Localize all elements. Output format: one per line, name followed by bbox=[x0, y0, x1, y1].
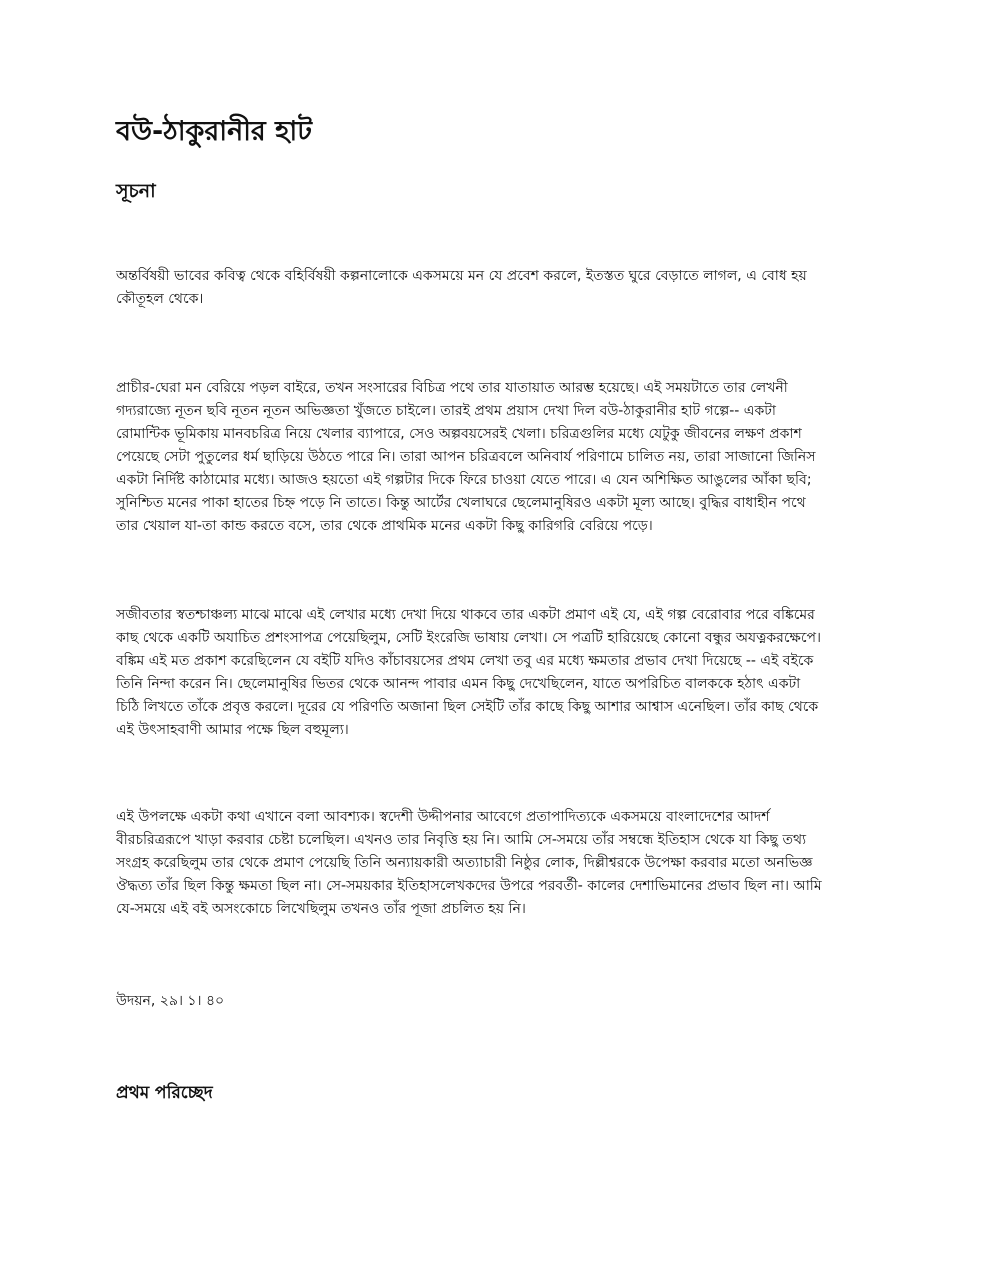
paragraph-line: সজীবতার স্বতশ্চাঞ্চল্য মাঝে মাঝে এই লেখার মধ্যে দেখা দিয়ে থাকবে তার একটা প্রমাণ এই যে, এই গল্প বেরোবার পরে বঙ্কিমের bbox=[116, 607, 815, 623]
paragraph-line: গদ্যরাজ্যে নূতন ছবি নূতন নূতন অভিজ্ঞতা খুঁজতে চাইলে। তারই প্রথম প্রয়াস দেখা দিল বউ-ঠাকুরানীর হাট গল্পে-- একটা bbox=[116, 403, 776, 419]
paragraph-line: চিঠি লিখতে তাঁকে প্রবৃত্ত করলে। দূরের যে পরিণতি অজানা ছিল সেইটি তাঁর কাছে কিছু আশার আশ্বাস এনেছিল। তাঁর কাছ থেকে bbox=[116, 699, 819, 715]
paragraph-line: তার খেয়াল যা-তা কান্ড করতে বসে, তার থেকে প্রাথমিক মনের একটা কিছু কারিগরি বেরিয়ে পড়ে। bbox=[116, 518, 653, 534]
paragraph-line: তিনি নিন্দা করেন নি। ছেলেমানুষির ভিতর থেকে আনন্দ পাবার এমন কিছু দেখেছিলেন, যাতে অপরিচিত বালককে হঠাৎ একটা bbox=[116, 676, 801, 692]
paragraph-line: সংগ্রহ করেছিলুম তার থেকে প্রমাণ পেয়েছি তিনি অন্যায়কারী অত্যাচারী নিষ্ঠুর লোক, দিল্লীশ্বরকে উপেক্ষা করবার মতো অনভিজ্ঞ bbox=[116, 855, 813, 871]
paragraph-line: রোমান্টিক ভূমিকায় মানবচরিত্র নিয়ে খেলার ব্যাপারে, সেও অল্পবয়সেরই খেলা। চরিত্রগুলির মধ্যে যেটুকু জীবনের লক্ষণ প্রকাশ bbox=[116, 426, 802, 442]
paragraph-4 bbox=[116, 806, 876, 921]
paragraph-3 bbox=[116, 604, 876, 742]
paragraph-line: উদয়ন, ২৯। ১। ৪০ bbox=[116, 993, 225, 1009]
paragraph-line: সুনিশ্চিত মনের পাকা হাতের চিহ্ন পড়ে নি তাতে। কিন্তু আর্টের খেলাঘরে ছেলেমানুষিরও একটা মূল্য আছে। বুদ্ধির বাধাহীন পথে bbox=[116, 495, 806, 511]
paragraph-line: যে-সময়ে এই বই অসংকোচে লিখেছিলুম তখনও তাঁর পূজা প্রচলিত হয় নি। bbox=[116, 901, 526, 917]
paragraph-line: প্রাচীর-ঘেরা মন বেরিয়ে পড়ল বাইরে, তখন সংসারের বিচিত্র পথে তার যাতায়াত আরম্ভ হয়েছে। এই সময়টাতে তার লেখনী bbox=[116, 380, 788, 396]
paragraph-2 bbox=[116, 377, 876, 538]
paragraph-1 bbox=[116, 265, 876, 311]
paragraph-line: কৌতূহল থেকে। bbox=[116, 291, 204, 307]
paragraph-line: একটা নির্দিষ্ট কাঠামোর মধ্যে। আজও হয়তো এই গল্পটার দিকে ফিরে চাওয়া যেতে পারে। এ যেন অশিক্ষিত আঙুলের আঁকা ছবি; bbox=[116, 472, 812, 488]
chapter-heading: প্রথম পরিচ্ছেদ bbox=[116, 1083, 213, 1103]
signature-date bbox=[116, 990, 876, 1013]
paragraph-line: ঔদ্ধত্য তাঁর ছিল কিন্তু ক্ষমতা ছিল না। সে-সময়কার ইতিহাসলেখকদের উপরে পরবর্তী- কালের দেশাভিমানের প্রভাব ছিল না। আমি bbox=[116, 878, 822, 894]
paragraph-line: কাছ থেকে একটি অযাচিত প্রশংসাপত্র পেয়েছিলুম, সেটি ইংরেজি ভাষায় লেখা। সে পত্রটি হারিয়েছে কোনো বন্ধুর অযত্নকরক্ষেপে। bbox=[116, 630, 821, 646]
paragraph-line: এই উৎসাহবাণী আমার পক্ষে ছিল বহুমূল্য। bbox=[116, 722, 349, 738]
paragraph-line: পেয়েছে সেটা পুতুলের ধর্ম ছাড়িয়ে উঠতে পারে নি। তারা আপন চরিত্রবলে অনিবার্য পরিণামে চালিত নয়, তারা সাজানো জিনিস bbox=[116, 449, 816, 465]
document-title: বউ-ঠাকুরানীর হাট bbox=[116, 116, 312, 147]
paragraph-line: এই উপলক্ষে একটা কথা এখানে বলা আবশ্যক। স্বদেশী উদ্দীপনার আবেগে প্রতাপাদিত্যকে একসময়ে বাংলাদেশের আদর্শ bbox=[116, 809, 770, 825]
paragraph-line: বঙ্কিম এই মত প্রকাশ করেছিলেন যে বইটি যদিও কাঁচাবয়সের প্রথম লেখা তবু এর মধ্যে ক্ষমতার প্রভাব দেখা দিয়েছে -- এই বইকে bbox=[116, 653, 814, 669]
intro-heading: সূচনা bbox=[116, 180, 156, 202]
paragraph-line: অন্তর্বিষয়ী ভাবের কবিত্ব থেকে বহির্বিষয়ী কল্পনালোকে একসময়ে মন যে প্রবেশ করলে, ইতস্তত ঘুরে বেড়াতে লাগল, এ বোধ হয় bbox=[116, 268, 807, 284]
paragraph-line: বীরচরিত্ররূপে খাড়া করবার চেষ্টা চলেছিল। এখনও তার নিবৃত্তি হয় নি। আমি সে-সময়ে তাঁর সম্বন্ধে ইতিহাস থেকে যা কিছু তথ্য bbox=[116, 832, 807, 848]
